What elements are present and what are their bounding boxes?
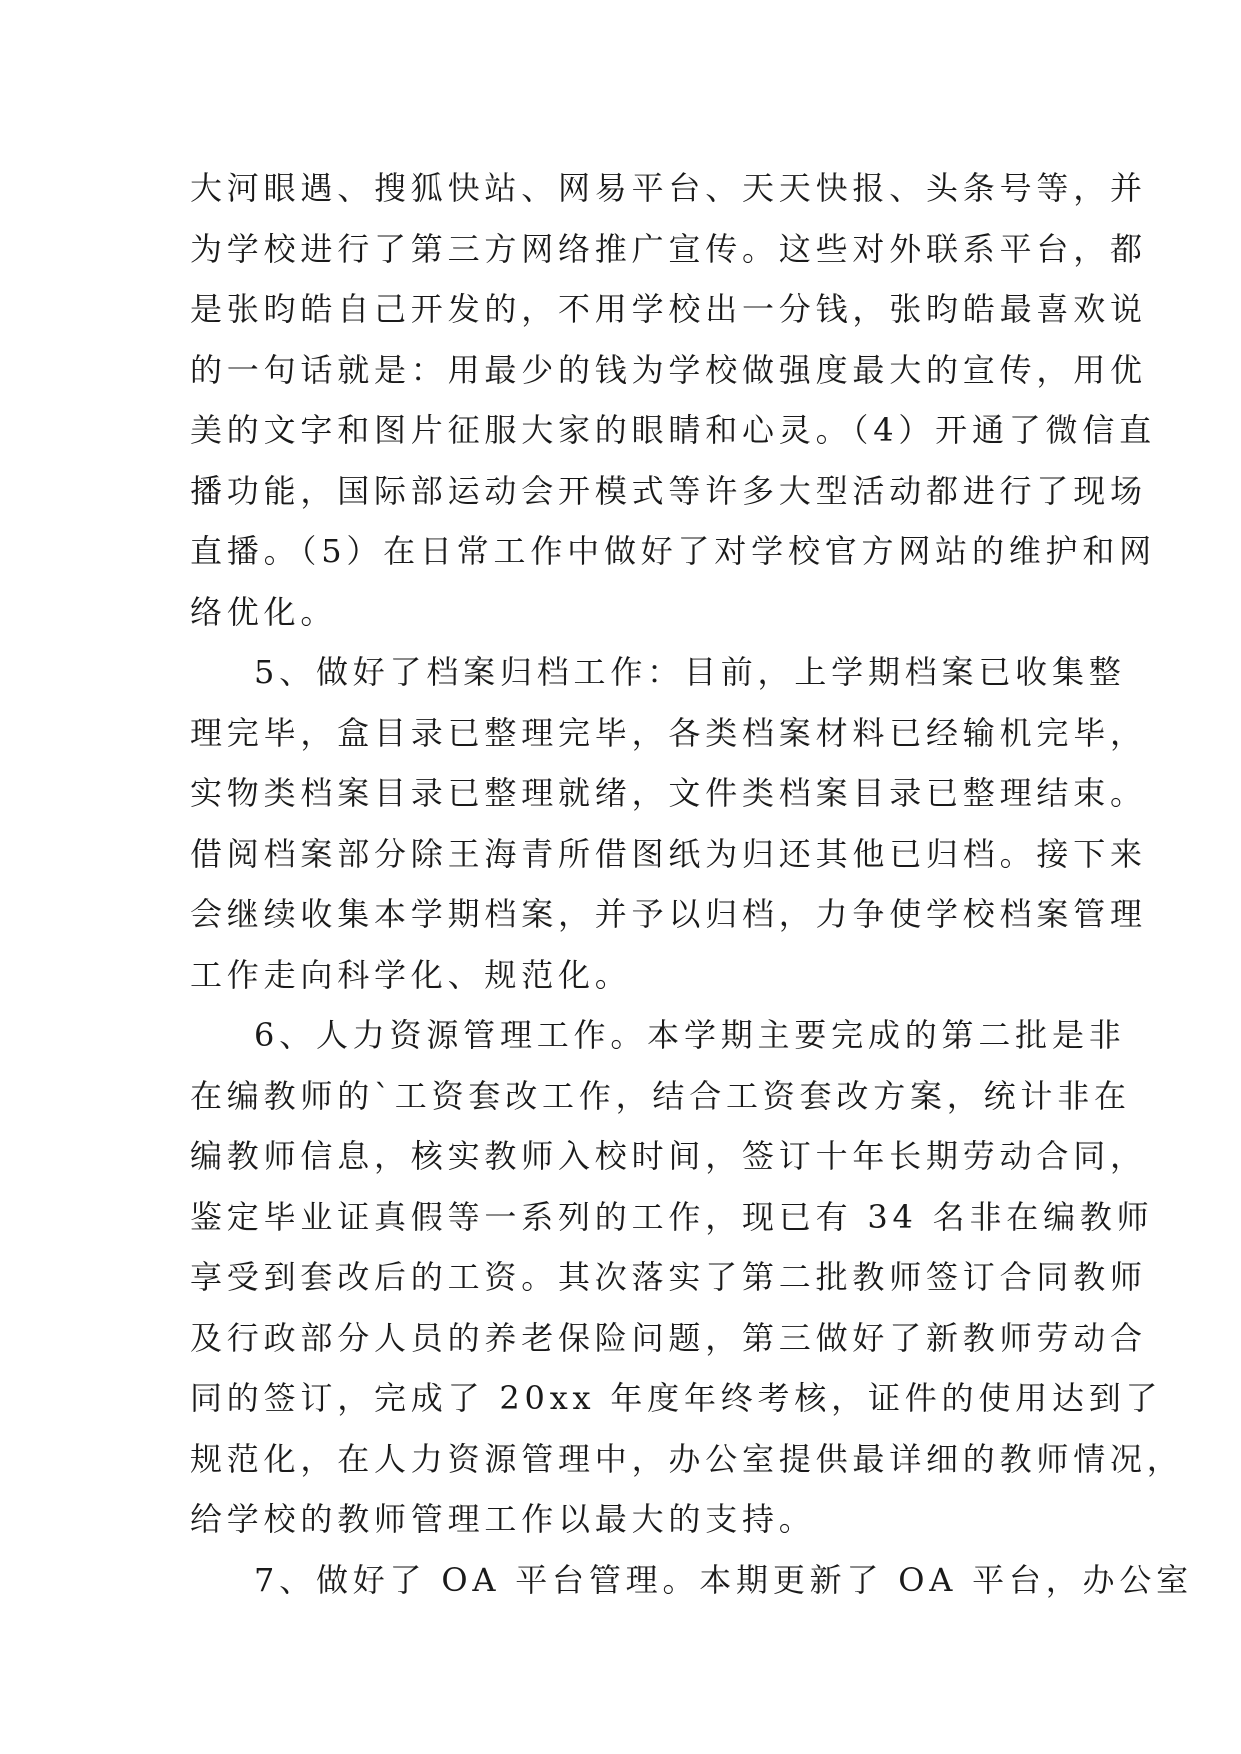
document-body <box>190 158 1193 1610</box>
text-line: 络优化。 <box>190 592 338 631</box>
text-line: 享受到套改后的工资。其次落实了第二批教师签订合同教师 <box>190 1258 1147 1296</box>
text-line: 直播。（5）在日常工作中做好了对学校官方网站的维护和网 <box>190 532 1156 570</box>
text-line: 的一句话就是：用最少的钱为学校做强度最大的宣传，用优 <box>190 350 1147 389</box>
document-page <box>190 158 1193 1610</box>
text-line: 编教师信息，核实教师入校时间，签订十年长期劳动合同， <box>190 1137 1147 1175</box>
text-line: 及行政部分人员的养老保险问题，第三做好了新教师劳动合 <box>190 1318 1147 1357</box>
text-line: 是张昀皓自己开发的，不用学校出一分钱，张昀皓最喜欢说 <box>190 290 1147 328</box>
text-line: 理完毕，盒目录已整理完毕，各类档案材料已经输机完毕， <box>190 713 1147 752</box>
text-line: 大河眼遇、搜狐快站、网易平台、天天快报、头条号等，并 <box>190 169 1147 207</box>
text-line: 鉴定毕业证真假等一系列的工作，现已有 34 名非在编教师 <box>190 1197 1154 1236</box>
text-line: 为学校进行了第三方网络推广宣传。这些对外联系平台，都 <box>190 229 1147 268</box>
text-line: 工作走向科学化、规范化。 <box>190 955 632 994</box>
text-line: 会继续收集本学期档案，并予以归档，力争使学校档案管理 <box>190 895 1147 933</box>
text-line: 美的文字和图片征服大家的眼睛和心灵。（4）开通了微信直 <box>190 411 1156 449</box>
text-line: 播功能，国际部运动会开模式等许多大型活动都进行了现场 <box>190 471 1147 510</box>
paragraph-first-line: 5、做好了档案归档工作：目前，上学期档案已收集整 <box>254 653 1126 691</box>
paragraph-first-line: 6、人力资源管理工作。本学期主要完成的第二批是非 <box>254 1016 1126 1054</box>
text-line: 规范化，在人力资源管理中，办公室提供最详细的教师情况， <box>190 1439 1184 1478</box>
text-line: 给学校的教师管理工作以最大的支持。 <box>190 1500 816 1538</box>
text-line: 同的签订，完成了 20xx 年度年终考核，证件的使用达到了 <box>190 1379 1163 1417</box>
paragraph-first-line: 7、做好了 OA 平台管理。本期更新了 OA 平台，办公室 <box>254 1560 1193 1599</box>
text-line: 实物类档案目录已整理就绪，文件类档案目录已整理结束。 <box>190 774 1147 812</box>
text-line: 借阅档案部分除王海青所借图纸为归还其他已归档。接下来 <box>190 834 1147 873</box>
text-line: 在编教师的`工资套改工作，结合工资套改方案，统计非在 <box>190 1076 1131 1115</box>
